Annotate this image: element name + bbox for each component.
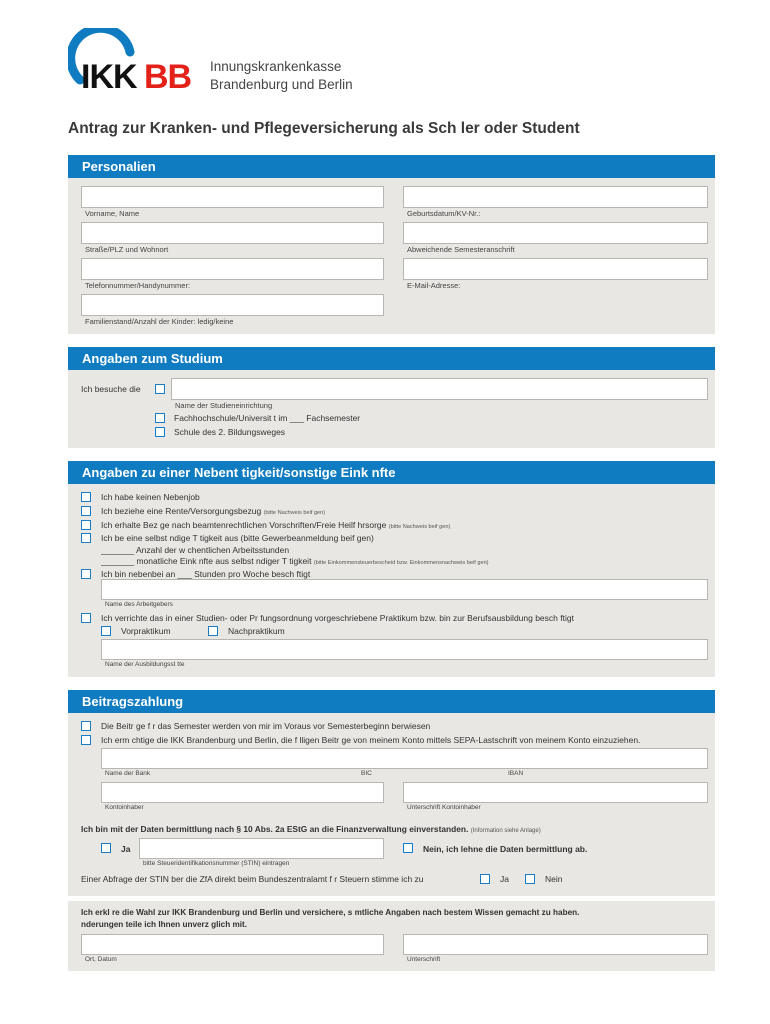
account-holder-field[interactable] xyxy=(101,782,384,803)
stin-no-label: Nein xyxy=(545,874,563,884)
transfer-label: Die Beitr ge f r das Semester werden von mir im Voraus vor Semesterbeginn berwiesen xyxy=(101,721,431,731)
employer-label: Name des Arbeitgebers xyxy=(105,601,173,608)
consent-note: (Information siehe Anlage) xyxy=(470,828,541,834)
consent-no-label: Nein, ich lehne die Daten bermittlung ab. xyxy=(423,844,588,854)
consent-yes-label: Ja xyxy=(121,844,131,854)
org-name-line1: Innungskrankenkasse xyxy=(210,59,342,74)
logo-ikk: IKK xyxy=(81,58,137,96)
signature-field[interactable] xyxy=(403,934,708,955)
org-name-line2: Brandenburg und Berlin xyxy=(210,77,353,92)
street-field[interactable] xyxy=(81,222,384,244)
transfer-checkbox[interactable] xyxy=(81,721,91,731)
bank-field[interactable] xyxy=(101,748,708,769)
iban-label: IBAN xyxy=(508,770,524,777)
civil-service-note: (bitte Nachweis beif gen) xyxy=(388,524,451,530)
sepa-label: Ich erm chtige die IKK Brandenburg und Berlin, die f lligen Beitr ge von meinem Konto mittels SEPA-Lastschrift von meinem Konto einzuziehen. xyxy=(101,735,641,745)
self-employed-label: Ich be eine selbst ndige T tigkeit aus (bitte Gewerbeanmeldung beif gen) xyxy=(101,533,374,543)
email-field[interactable] xyxy=(403,258,708,280)
data-transfer-consent: Ich bin mit der Daten bermittlung nach § 10 Abs. 2a EStG an die Finanzverwaltung einverstanden. (Information siehe Anlage) xyxy=(81,824,541,834)
monthly-income-label: _______ monatliche Eink nfte aus selbst ndiger T tigkeit (bitte Einkommensteuerbescheid bzw. Einkommensnachweis beif gen) xyxy=(101,556,489,566)
birthdate-field[interactable] xyxy=(403,186,708,208)
employed-label: Ich bin nebenbei an ___ Stunden pro Woche besch ftigt xyxy=(101,569,311,579)
section-heading-studium: Angaben zum Studium xyxy=(68,347,715,370)
no-side-job-checkbox[interactable] xyxy=(81,492,91,502)
holder-signature-label: Unterschrift Kontoinhaber xyxy=(407,804,481,811)
university-label: Fachhochschule/Universit t im ___ Fachsemester xyxy=(174,413,361,423)
name-field[interactable] xyxy=(81,186,384,208)
employer-field[interactable] xyxy=(101,579,708,600)
logo-bb: BB xyxy=(144,58,192,96)
bank-label: Name der Bank xyxy=(105,770,151,777)
internship-label: Ich verrichte das in einer Studien- oder Pr fungsordnung vorgeschriebene Praktikum bzw. bin zur Berufsausbildung besch ftigt xyxy=(101,613,574,623)
civil-service-checkbox[interactable] xyxy=(81,520,91,530)
declaration-line1: Ich erkl re die Wahl zur IKK Brandenburg und Berlin und versichere, s mtliche Angaben nach bestem Wissen gemacht zu haben. xyxy=(81,908,580,917)
pre-internship-label: Vorpraktikum xyxy=(121,626,171,636)
consent-yes-checkbox[interactable] xyxy=(101,843,111,853)
signature-label: Unterschrift xyxy=(407,956,441,963)
pre-internship-checkbox[interactable] xyxy=(101,626,111,636)
internship-checkbox[interactable] xyxy=(81,613,91,623)
tax-id-label: bitte Steueridentifikationsnummer (STIN) eintragen xyxy=(143,860,290,867)
monthly-income-note: (bitte Einkommensteuerbescheid bzw. Einkommensnachweis beif gen) xyxy=(313,560,489,566)
family-status-label: Familienstand/Anzahl der Kinder: ledig/keine xyxy=(85,317,234,326)
second-education-label: Schule des 2. Bildungsweges xyxy=(174,427,286,437)
stin-no-checkbox[interactable] xyxy=(525,874,535,884)
pension-label: Ich beziehe eine Rente/Versorgungsbezug (bitte Nachweis beif gen) xyxy=(101,506,326,516)
section-heading-side-job: Angaben zu einer Nebent tigkeit/sonstige Eink nfte xyxy=(68,461,715,484)
page-title: Antrag zur Kranken- und Pflegeversicherung als Sch ler oder Student xyxy=(68,120,580,137)
pension-checkbox[interactable] xyxy=(81,506,91,516)
self-employed-checkbox[interactable] xyxy=(81,533,91,543)
institution-label: Name der Studieneinrichtung xyxy=(175,401,273,410)
semester-address-field[interactable] xyxy=(403,222,708,244)
tax-id-field[interactable] xyxy=(139,838,384,859)
phone-label: Telefonnummer/Handynummer: xyxy=(85,281,191,290)
section-heading-payment: Beitragszahlung xyxy=(68,690,715,713)
holder-signature-field[interactable] xyxy=(403,782,708,803)
visit-checkbox[interactable] xyxy=(155,384,165,394)
visit-label: Ich besuche die xyxy=(81,384,141,394)
place-date-field[interactable] xyxy=(81,934,384,955)
birthdate-label: Geburtsdatum/KV-Nr.: xyxy=(407,209,481,218)
phone-field[interactable] xyxy=(81,258,384,280)
no-side-job-label: Ich habe keinen Nebenjob xyxy=(101,492,200,502)
post-internship-checkbox[interactable] xyxy=(208,626,218,636)
bic-label: BIC xyxy=(361,770,372,777)
institution-field[interactable] xyxy=(171,378,708,400)
university-checkbox[interactable] xyxy=(155,413,165,423)
consent-no-checkbox[interactable] xyxy=(403,843,413,853)
training-place-field[interactable] xyxy=(101,639,708,660)
logo xyxy=(68,28,208,98)
declaration-line2: nderungen teile ich Ihnen unverz glich mit. xyxy=(81,920,248,929)
stin-query-label: Einer Abfrage der STIN ber die ZfA direkt beim Bundeszentralamt f r Steuern stimme ich zu xyxy=(81,874,424,884)
section-heading-personalien: Personalien xyxy=(68,155,715,178)
place-date-label: Ort, Datum xyxy=(85,956,117,963)
stin-yes-label: Ja xyxy=(500,874,509,884)
second-education-checkbox[interactable] xyxy=(155,427,165,437)
sepa-checkbox[interactable] xyxy=(81,735,91,745)
post-internship-label: Nachpraktikum xyxy=(228,626,285,636)
email-label: E-Mail-Adresse: xyxy=(407,281,461,290)
family-status-field[interactable] xyxy=(81,294,384,316)
training-place-label: Name der Ausbildungsst tte xyxy=(105,661,185,668)
weekly-hours-label: _______ Anzahl der w chentlichen Arbeitsstunden xyxy=(101,545,290,555)
semester-address-label: Abweichende Semesteranschrift xyxy=(407,245,515,254)
employed-checkbox[interactable] xyxy=(81,569,91,579)
account-holder-label: Kontoinhaber xyxy=(105,804,144,811)
civil-service-label: Ich erhalte Bez ge nach beamtenrechtlichen Vorschriften/Freie Heilf hrsorge (bitte Nachweis beif gen) xyxy=(101,520,451,530)
name-label: Vorname, Name xyxy=(85,209,140,218)
stin-yes-checkbox[interactable] xyxy=(480,874,490,884)
pension-note: (bitte Nachweis beif gen) xyxy=(263,510,326,516)
street-label: Straße/PLZ und Wohnort xyxy=(85,245,169,254)
